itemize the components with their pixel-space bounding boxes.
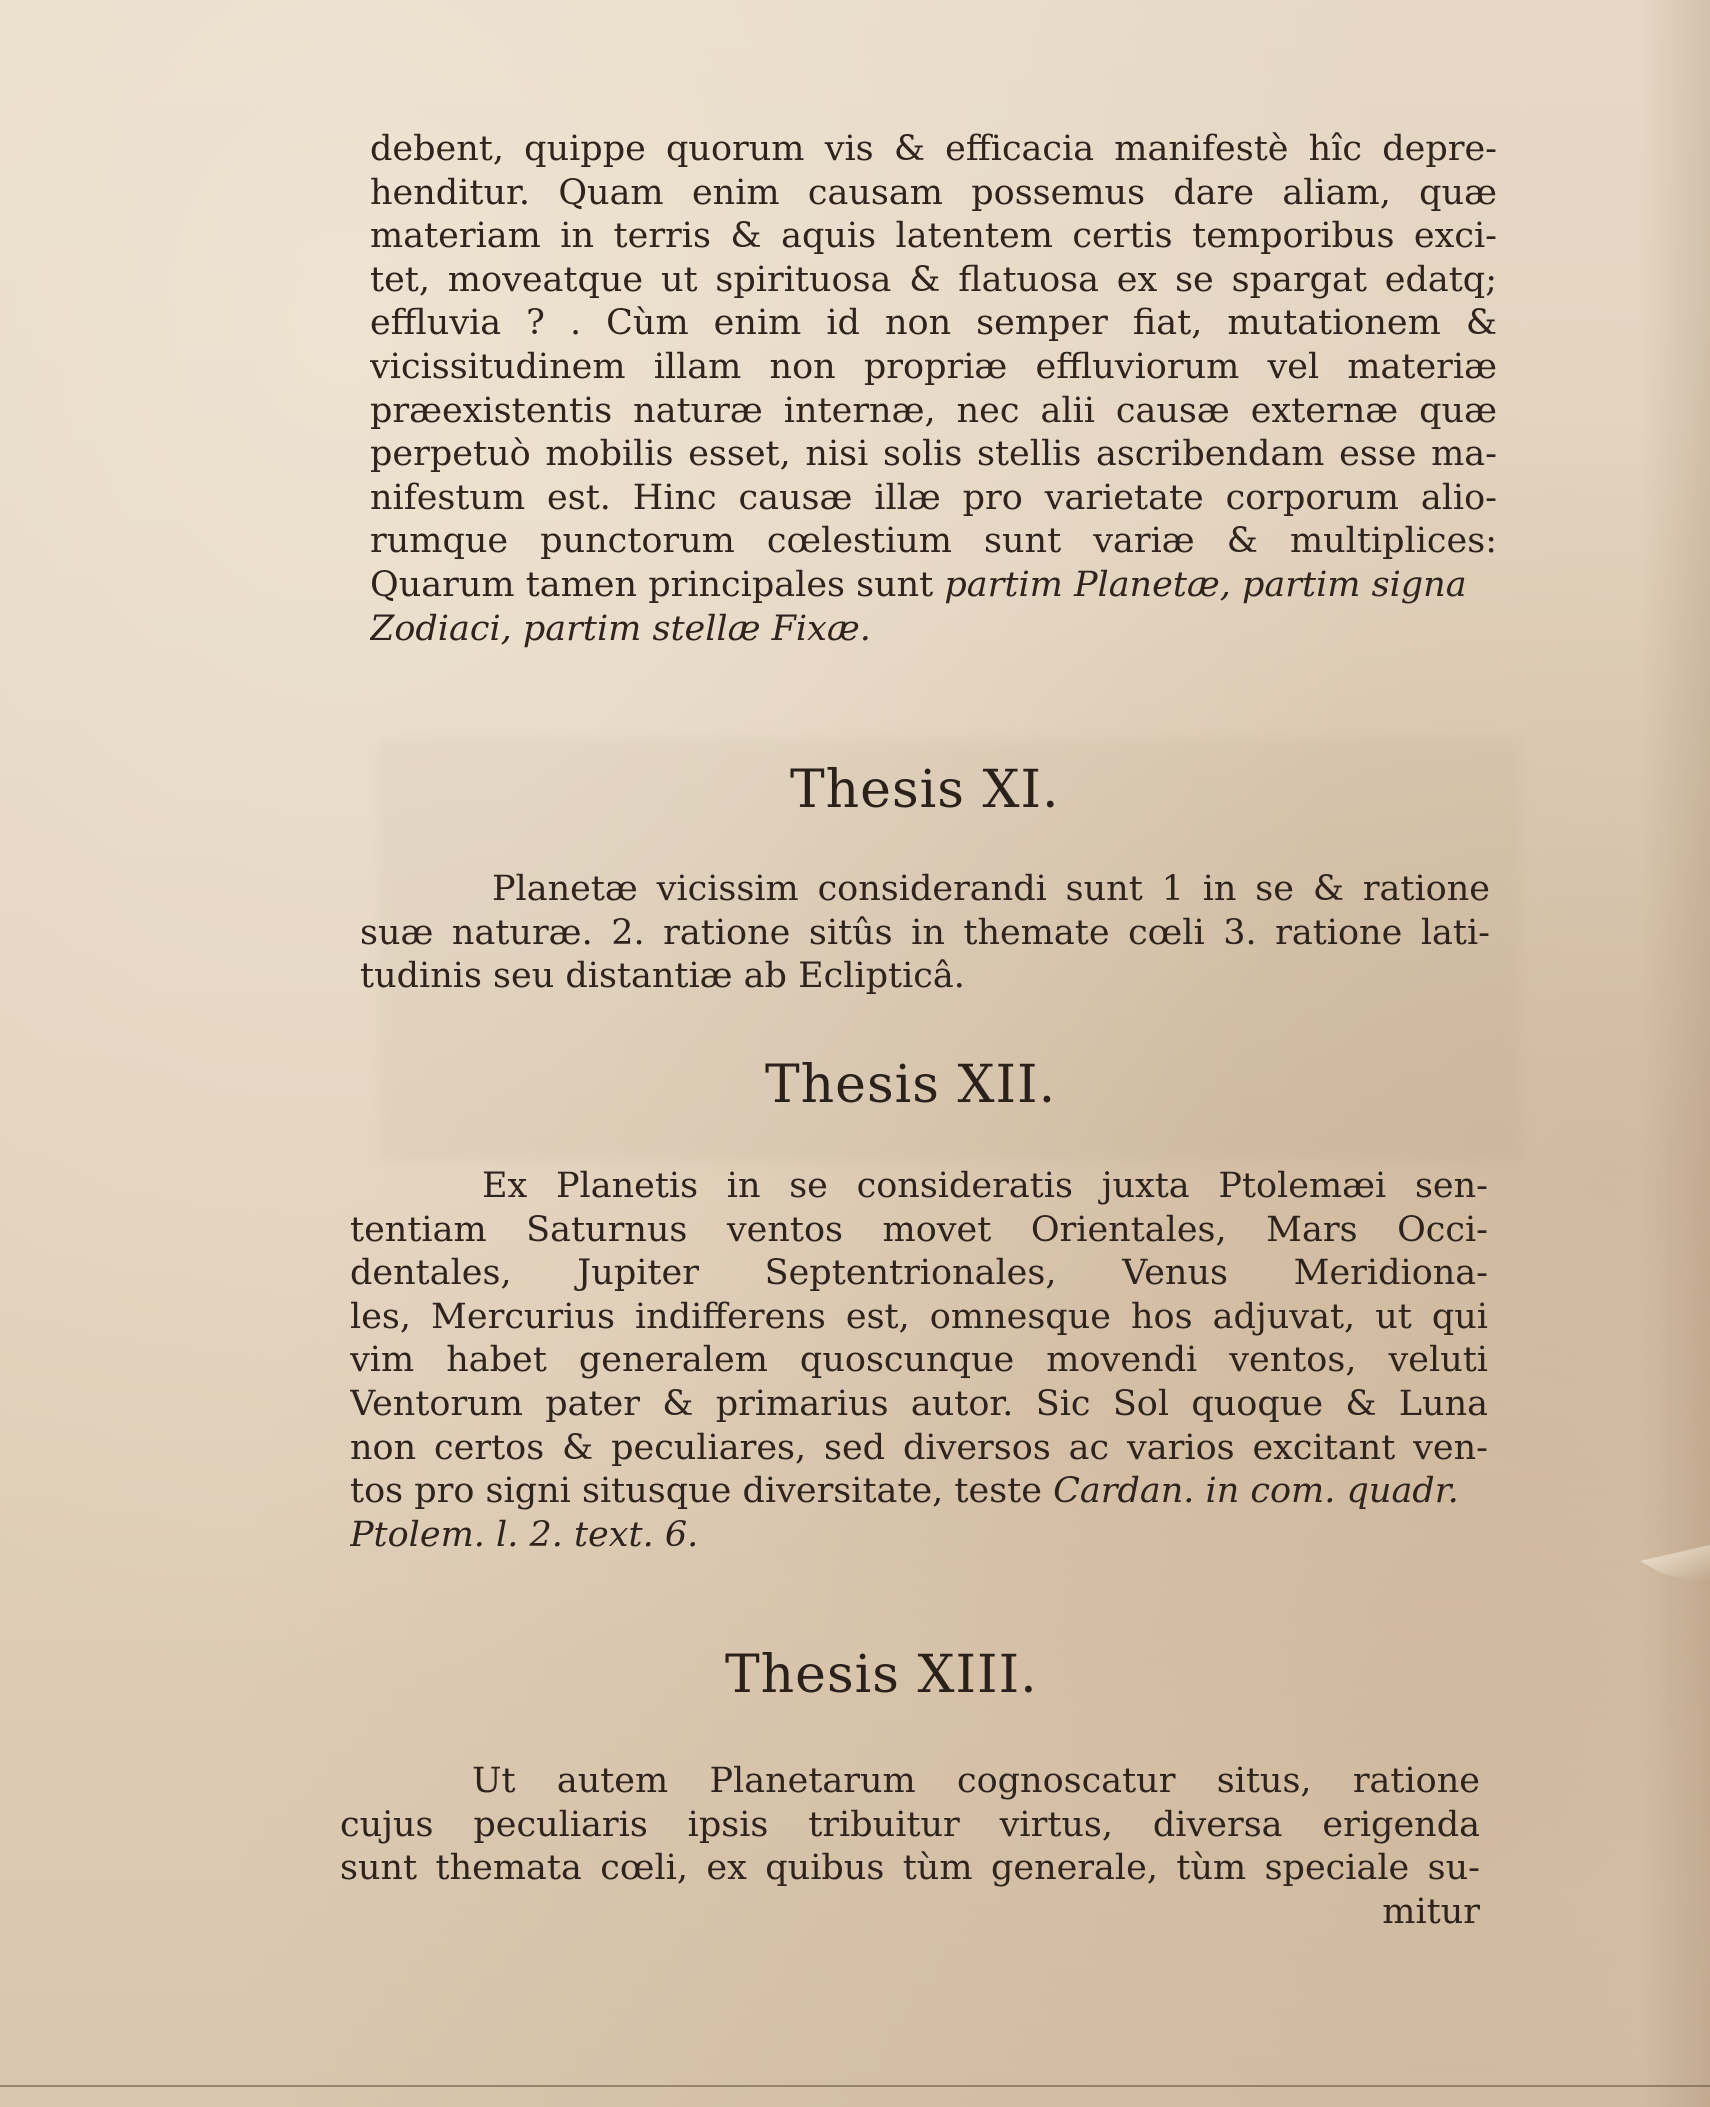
italic-segment: Cardan. in com. quadr. — [1053, 1471, 1459, 1512]
text-line: rumque punctorum cœlestium sunt variæ & multiplices: — [370, 521, 1497, 562]
text-line: vim habet generalem quoscunque movendi ventos, veluti — [350, 1340, 1488, 1381]
text-line: cujus peculiaris ipsis tribuitur virtus, diversa erigenda — [340, 1804, 1480, 1845]
text-line: tudinis seu distantiæ ab Eclipticâ. — [360, 956, 965, 997]
text-line: nifestum est. Hinc causæ illæ pro varietate corporum alio- — [370, 477, 1497, 518]
thesis-xiii-heading: Thesis XIII. — [725, 1645, 1038, 1705]
text-line: vicissitudinem illam non propriæ effluviorum vel materiæ — [370, 346, 1497, 387]
text-line: les, Mercurius indifferens est, omnesque hos adjuvat, ut qui — [350, 1296, 1488, 1337]
paragraph-intro — [370, 128, 1497, 651]
text-line — [350, 1514, 1488, 1558]
thesis-xii-heading: Thesis XII. — [765, 1055, 1057, 1115]
text-line: Ventorum pater & primarius autor. Sic Sol quoque & Luna — [350, 1383, 1488, 1424]
thesis-xi-text — [360, 868, 1490, 999]
thesis-xi-heading: Thesis XI. — [790, 760, 1060, 820]
text-line: tentiam Saturnus ventos movet Orientales, Mars Occi- — [350, 1209, 1488, 1250]
thesis-xiii-text — [340, 1760, 1480, 1934]
italic-segment: Ptolem. l. 2. text. 6. — [350, 1514, 699, 1555]
catchword: mitur — [1382, 1891, 1480, 1932]
text-line: sunt themata cœli, ex quibus tùm generale, tùm speciale su- — [340, 1848, 1480, 1889]
text-line: suæ naturæ. 2. ratione sitûs in themate cœli 3. ratione lati- — [360, 912, 1490, 953]
thesis-xii-text — [350, 1165, 1488, 1557]
text-line: tet, moveatque ut spirituosa & flatuosa ex se spargat edatq; — [370, 259, 1497, 300]
text-line: debent, quippe quorum vis & efficacia manifestè hîc depre- — [370, 129, 1497, 169]
text-segment: tos pro signi situsque diversitate, teste — [350, 1471, 1042, 1512]
text-line: Planetæ vicissim considerandi sunt 1 in se & ratione — [492, 869, 1490, 909]
text-line: effluvia ? . Cùm enim id non semper fiat, mutationem & — [370, 303, 1497, 344]
text-line — [370, 608, 1497, 652]
italic-segment: Zodiaci, partim stellæ Fixæ. — [370, 608, 871, 649]
text-line: perpetuò mobilis esset, nisi solis stellis ascribendam esse ma- — [370, 434, 1497, 475]
text-segment: Quarum tamen principales sunt — [370, 564, 934, 605]
text-line: henditur. Quam enim causam possemus dare aliam, quæ — [370, 172, 1497, 213]
text-line — [370, 564, 1497, 608]
page-bottom-edge — [0, 2085, 1710, 2087]
text-line: dentales, Jupiter Septentrionales, Venus Meridiona- — [350, 1253, 1488, 1294]
text-line: præexistentis naturæ internæ, nec alii causæ externæ quæ — [370, 390, 1497, 431]
page-edge-shadow — [1640, 0, 1710, 2107]
text-line: materiam in terris & aquis latentem certis temporibus exci- — [370, 216, 1497, 257]
text-line: Ex Planetis in se consideratis juxta Ptolemæi sen- — [482, 1166, 1488, 1206]
text-line: Ut autem Planetarum cognoscatur situs, ratione — [472, 1761, 1480, 1801]
italic-segment: partim Planetæ, partim signa — [944, 564, 1467, 605]
text-line — [350, 1470, 1488, 1514]
text-line: non certos & peculiares, sed diversos ac varios excitant ven- — [350, 1427, 1488, 1468]
